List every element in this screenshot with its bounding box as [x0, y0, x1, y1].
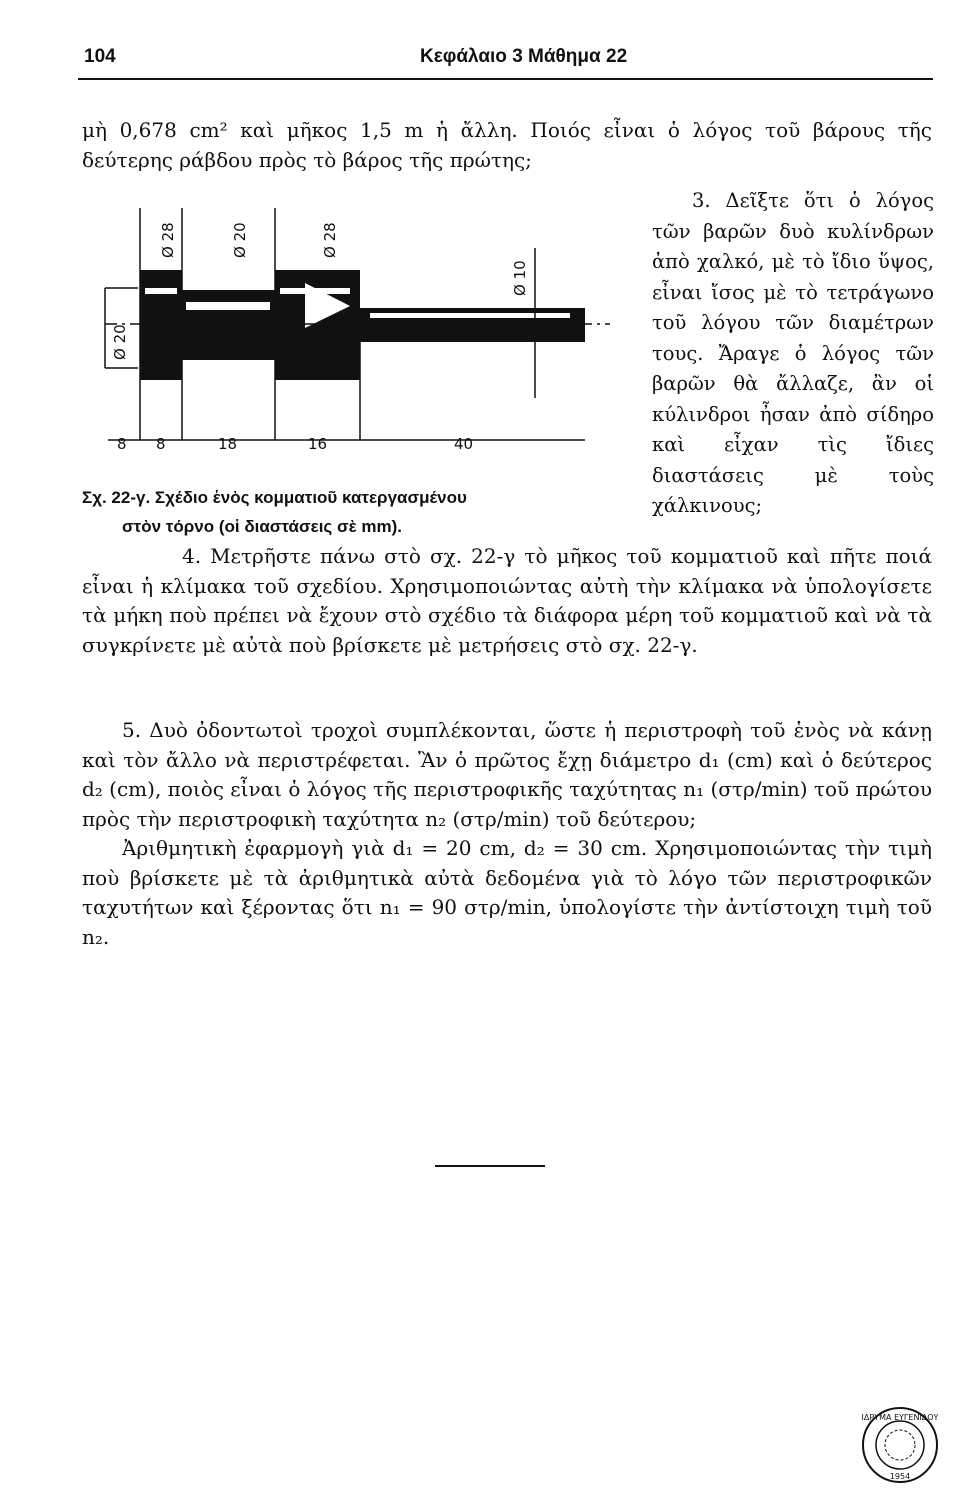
diam-label-4: Ø 10 — [511, 260, 529, 296]
caption-line-2: στὸν τόρνο (οἱ διαστάσεις σὲ mm). — [122, 517, 403, 536]
question-5-text: 5. Δυὸ ὀδοντωτοὶ τροχοὶ συμπλέκονται, ὥστε ἡ περιστροφὴ τοῦ ἑνὸς νὰ κάνῃ καὶ τὸν ἄλλο νὰ περιστρέφεται. Ἂν ὁ πρῶτος ἔχῃ διάμετρο d₁ (cm) καὶ ὁ δεύτερος d₂ (cm), ποιὸς εἶναι ὁ λόγος τῆς περιστροφικῆς ταχύτητας n₁ (στρ/min) τοῦ πρώτου πρὸς τὴν περιστροφικὴ ταχύτητα n₂ (στρ/min) τοῦ δεύτερου; — [82, 718, 932, 831]
stamp-text: ΙΔΡΥΜΑ ΕΥΓΕΝΙΔΟΥ — [861, 1413, 939, 1422]
page-number: 104 — [84, 46, 116, 67]
figure-caption — [82, 483, 632, 541]
diam-label-3: Ø 28 — [321, 222, 339, 258]
lathe-part-drawing — [90, 188, 630, 478]
question-5-application: Ἀριθμητικὴ ἐφαρμογὴ γιὰ d₁ = 20 cm, d₂ = 30 cm. Χρησιμοποιώντας τὴν τιμὴ ποὺ βρίσκετε μὲ τὰ ἀριθμητικὰ αὐτὰ δεδομένα γιὰ τὸ λόγο τῶν περιστροφικῶν ταχυτήτων καὶ ξέροντας ὅτι n₁ = 90 στρ/min, ὑπολογίστε τὴν ἀντίστοιχη τιμὴ τοῦ n₂. — [82, 836, 932, 949]
foundation-stamp — [860, 1405, 940, 1485]
length-label-1: 8 — [117, 435, 127, 453]
caption-line-1: Σχ. 22-γ. Σχέδιο ἑνὸς κομματιοῦ κατεργασμένου — [82, 488, 467, 507]
question-5 — [82, 716, 932, 952]
length-label-3: 18 — [218, 435, 238, 453]
diam-label-5: Ø 20 — [111, 324, 129, 360]
section-seg2 — [182, 290, 275, 360]
chapter-title: Κεφάλαιο 3 Μάθημα 22 — [420, 46, 628, 67]
length-label-2: 8 — [156, 435, 166, 453]
section-seg3 — [275, 270, 360, 380]
end-rule — [435, 1165, 545, 1167]
page-header — [78, 42, 933, 80]
diam-label-1: Ø 28 — [159, 222, 177, 258]
intro-paragraph: μὴ 0,678 cm² καὶ μῆκος 1,5 m ἡ ἄλλη. Ποιός εἶναι ὁ λόγος τοῦ βάρους τῆς δεύτερης ράβδου πρὸς τὸ βάρος τῆς πρώτης; — [82, 118, 932, 172]
stamp-year: 1954 — [889, 1472, 911, 1481]
diam-label-2: Ø 20 — [231, 222, 249, 258]
length-label-5: 40 — [454, 435, 474, 453]
length-label-4: 16 — [308, 435, 328, 453]
section-seg1 — [140, 270, 182, 380]
question-4: 4. Μετρῆστε πάνω στὸ σχ. 22-γ τὸ μῆκος τοῦ κομματιοῦ καὶ πῆτε ποιά εἶναι ἡ κλίμακα τοῦ σχεδίου. Χρησιμοποιώντας αὐτὴ τὴν κλίμακα νὰ ὑπολογίσετε τὰ μήκη ποὺ πρέπει νὰ ἔχουν στὸ σχέδιο τὰ διάφορα μέρη τοῦ κομματιοῦ καὶ νὰ τὰ συγκρίνετε μὲ αὐτὰ ποὺ βρίσκετε μὲ μετρήσεις στὸ σχ. 22-γ. — [82, 544, 932, 657]
question-3: 3. Δεῖξτε ὅτι ὁ λόγος τῶν βαρῶν δυὸ κυλίνδρων ἀπὸ χαλκό, μὲ τὸ ἴδιο ὕψος, εἶναι ἴσος μὲ τὸ τετράγωνο τοῦ λόγου τῶν διαμέτρων τους. Ἄραγε ὁ λόγος τῶν βαρῶν θὰ ἄλλαζε, ἂν οἱ κύλινδροι ἦσαν ἀπὸ σίδηρο καὶ εἶχαν τὶς ἴδιες διαστάσεις μὲ τοὺς χάλκινους; — [652, 189, 934, 517]
